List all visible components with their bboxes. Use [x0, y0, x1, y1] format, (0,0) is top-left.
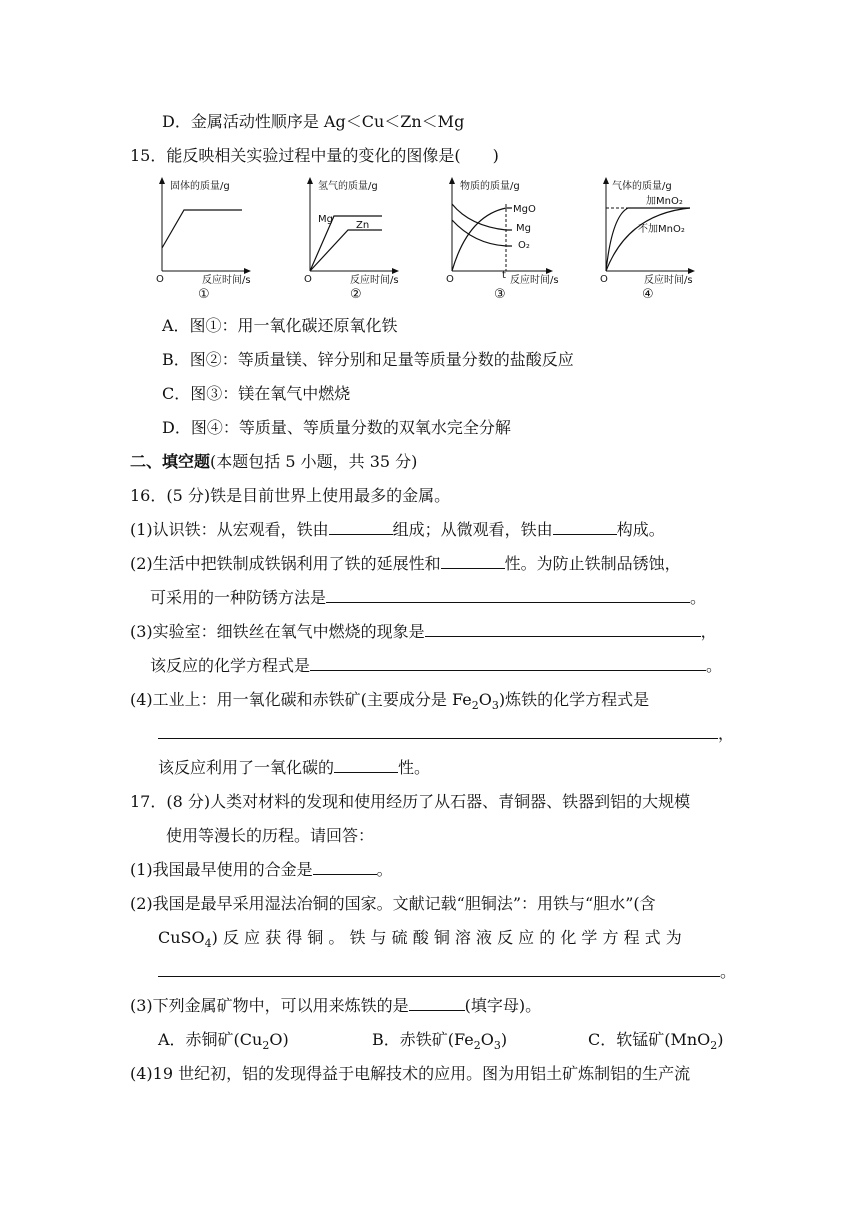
q16-p2-end: 。 [690, 588, 707, 607]
q17-p3-b: (填字母)。 [464, 996, 542, 1015]
q16-part2-line1 [130, 554, 681, 574]
graph-4-number: ④ [642, 287, 654, 302]
q16-blank-4[interactable] [326, 588, 690, 603]
q17-opt-c-end: ) [717, 1030, 724, 1049]
q16-blank-7[interactable] [158, 724, 718, 739]
graph-2 [298, 176, 408, 305]
q16-p3-end: 。 [706, 656, 723, 675]
q16-part4-line1 [130, 690, 650, 713]
graph-1-xlabel: 反应时间/s [202, 275, 251, 286]
q15-option-d: D．图④：等质量、等质量分数的双氧水完全分解 [162, 418, 511, 437]
q15-stem: 15．能反映相关实验过程中量的变化的图像是( ) [130, 146, 499, 165]
q17-stem-line1: 17．(8 分)人类对材料的发现和使用经历了从石器、青铜器、铁器到铝的大规模 [130, 792, 691, 811]
q17-opt-c: C．软锰矿(MnO [588, 1030, 711, 1049]
q17-blank-3[interactable] [409, 996, 465, 1011]
q16-p1-b: 组成；从微观看，铁由 [392, 520, 553, 539]
q16-part3-line2 [150, 656, 722, 676]
q16-p1-a: (1)认识铁：从宏观看，铁由 [130, 520, 329, 539]
q17-option-a [158, 1030, 289, 1053]
q17-opt-b-sub2: 3 [493, 1039, 501, 1053]
q15-option-c: C．图③：镁在氧气中燃烧 [162, 384, 351, 403]
q16-p4-sub: 2 [471, 699, 479, 713]
q17-p2-b-sub: 4 [204, 937, 212, 951]
q17-p3-a: (3)下列金属矿物中，可以用来炼铁的是 [130, 996, 409, 1015]
graph-2-curve-mg: Mg [318, 214, 333, 225]
q16-blank-2[interactable] [553, 520, 617, 535]
graph-4-origin: O [600, 274, 608, 285]
q16-p4-end: 性。 [398, 758, 431, 777]
graph-4-curve-without: 不加MnO₂ [638, 224, 685, 235]
q17-part4: (4)19 世纪初，铝的发现得益于电解技术的应用。图为用铝土矿炼制铝的生产流 [130, 1064, 691, 1083]
q16-p4-b: )炼铁的化学方程式是 [498, 690, 650, 709]
graph-3-curve-o2: O₂ [518, 240, 530, 251]
q17-opt-b-mid: O [480, 1030, 494, 1049]
graph-3 [440, 176, 560, 305]
q16-blank-3[interactable] [441, 554, 505, 569]
graph-3-xlabel: 反应时间/s [510, 275, 559, 286]
q16-p3-comma: ， [700, 622, 717, 641]
q17-option-c [588, 1030, 724, 1053]
graph-4-ylabel: 气体的质量/g [612, 181, 672, 192]
q17-opt-c-sub: 2 [710, 1039, 718, 1053]
q16-p4-mid: O [478, 690, 492, 709]
q17-p1-a: (1)我国最早使用的合金是 [130, 860, 313, 879]
q16-blank-5[interactable] [425, 622, 701, 637]
graph-2-ylabel: 氢气的质量/g [318, 181, 378, 192]
q16-part4-line2 [158, 724, 734, 744]
q14-option-d: D．金属活动性顺序是 Ag＜Cu＜Zn＜Mg [162, 112, 465, 131]
q16-p4-comma: ， [718, 724, 735, 743]
q17-blank-2[interactable] [158, 962, 720, 977]
q17-opt-b: B．赤铁矿(Fe [372, 1030, 474, 1049]
q16-p4-sub2: 3 [491, 699, 499, 713]
q15-option-a: A．图①：用一氧化碳还原氧化铁 [162, 316, 398, 335]
q15-option-b: B．图②：等质量镁、锌分别和足量等质量分数的盐酸反应 [162, 350, 574, 369]
q17-opt-a-end: O) [269, 1030, 289, 1049]
graph-1-number: ① [198, 287, 210, 302]
q17-part2-line2 [158, 928, 682, 951]
q17-part3 [130, 996, 541, 1016]
q16-p2-c: 可采用的一种防锈方法是 [150, 588, 327, 607]
q17-part2-line3 [158, 962, 736, 982]
q17-stem-line2: 使用等漫长的历程。请回答： [166, 826, 375, 845]
q17-p2-b1: CuSO [158, 928, 205, 947]
graph-2-curve-zn: Zn [356, 220, 370, 231]
q17-opt-a-sub: 2 [262, 1039, 270, 1053]
q16-stem: 16．(5 分)铁是目前世界上使用最多的金属。 [130, 486, 451, 505]
q17-opt-a: A．赤铜矿(Cu [158, 1030, 263, 1049]
graph-2-number: ② [350, 287, 362, 302]
section-title-note: (本题包括 5 小题，共 35 分) [210, 452, 418, 471]
q17-p2-b2: ) 反 应 获 得 铜 。 铁 与 硫 酸 铜 溶 液 反 应 的 化 学 方 程 式 为 [211, 928, 682, 947]
q16-blank-6[interactable] [310, 656, 706, 671]
graph-4 [594, 176, 704, 305]
graph-3-curve-mgo: MgO [513, 204, 536, 215]
q16-p2-a: (2)生活中把铁制成铁锅利用了铁的延展性和 [130, 554, 441, 573]
q16-part2-line2 [150, 588, 706, 608]
q17-part1 [130, 860, 393, 880]
q16-p4-c: 该反应利用了一氧化碳的 [158, 758, 335, 777]
q17-option-b [372, 1030, 508, 1053]
q16-p4-a: (4)工业上：用一氧化碳和赤铁矿(主要成分是 Fe [130, 690, 472, 709]
graph-3-origin: O [446, 274, 454, 285]
section-title [130, 452, 417, 472]
q17-opt-b-end: ) [500, 1030, 508, 1049]
graph-1 [150, 176, 260, 305]
q16-part3-line1 [130, 622, 717, 642]
graph-4-curve-with: 加MnO₂ [646, 196, 683, 207]
q17-opt-b-sub: 2 [473, 1039, 481, 1053]
graph-1-ylabel: 固体的质量/g [170, 181, 230, 192]
graph-3-ylabel: 物质的质量/g [460, 181, 520, 192]
graph-4-xlabel: 反应时间/s [644, 275, 693, 286]
graph-2-origin: O [304, 274, 312, 285]
q16-blank-1[interactable] [329, 520, 393, 535]
q16-p3-b: 该反应的化学方程式是 [150, 656, 311, 675]
section-title-text: 二、填空题 [130, 452, 211, 471]
q16-blank-8[interactable] [334, 758, 398, 773]
graph-1-origin: O [156, 274, 164, 285]
q17-p2-end: 。 [720, 962, 737, 981]
graph-2-xlabel: 反应时间/s [350, 275, 399, 286]
q17-part2-line1: (2)我国是最早采用湿法冶铜的国家。文献记载“胆铜法”：用铁与“胆水”(含 [130, 894, 656, 913]
q16-p2-b: 性。为防止铁制品锈蚀， [504, 554, 681, 573]
graph-3-t-label: t [502, 270, 506, 281]
q16-part1 [130, 520, 665, 540]
graph-3-curve-mg: Mg [516, 223, 531, 234]
q17-blank-1[interactable] [313, 860, 377, 875]
q16-part4-line3 [158, 758, 430, 778]
q16-p1-c: 构成。 [616, 520, 665, 539]
q17-p1-end: 。 [376, 860, 393, 879]
graph-3-number: ③ [494, 287, 506, 302]
q16-p3-a: (3)实验室：细铁丝在氧气中燃烧的现象是 [130, 622, 425, 641]
